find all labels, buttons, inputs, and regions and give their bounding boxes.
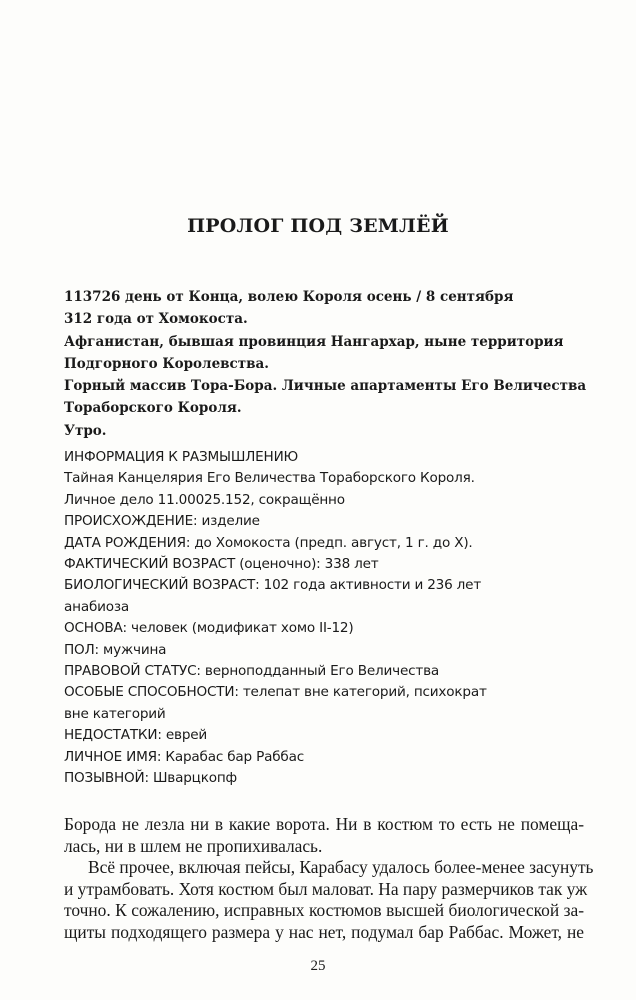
body-text [64, 814, 594, 944]
dossier-line: ОСНОВА: человек (модификат хомо II-12) [64, 620, 354, 637]
dossier-line: ФАКТИЧЕСКИЙ ВОЗРАСТ (оценочно): 338 лет [64, 556, 379, 573]
dossier-line: вне категорий [64, 705, 166, 722]
dossier-line: Личное дело 11.00025.152, сокращённо [64, 491, 345, 508]
dossier [64, 447, 584, 790]
header-line: 312 года от Хомокоста. [64, 311, 248, 328]
header-line: Афганистан, бывшая провинция Нангархар, ныне территория [64, 333, 564, 350]
prose-line: и утрамбовать. Хотя костюм был маловат. На пару размерчиков так уж [64, 878, 588, 899]
chapter-title: ПРОЛОГ ПОД ЗЕМЛЁЙ [187, 215, 449, 237]
dossier-line: ДАТА РОЖДЕНИЯ: до Хомокоста (предп. август, 1 г. до Х). [64, 534, 473, 551]
prose-line: Всё прочее, включая пейсы, Карабасу удалось более-менее засунуть [88, 857, 594, 878]
dossier-line: анабиоза [64, 598, 130, 615]
prose-line: Борода не лезла ни в какие ворота. Ни в костюм то есть не помеща- [64, 814, 584, 834]
dossier-line: ЛИЧНОЕ ИМЯ: Карабас бар Раббас [64, 748, 304, 765]
dossier-heading: ИНФОРМАЦИЯ К РАЗМЫШЛЕНИЮ [64, 449, 299, 465]
dossier-line: НЕДОСТАТКИ: еврей [64, 727, 208, 744]
dossier-line: ПОЛ: мужчина [64, 641, 167, 658]
prose-line: лась, ни в шлем не пропихивалась. [64, 835, 323, 856]
prose-line: щиты подходящего размера у нас нет, подумал бар Раббас. Может, не [64, 921, 584, 942]
header-line: Подгорного Королевства. [64, 355, 269, 372]
dossier-line: ОСОБЫЕ СПОСОБНОСТИ: телепат вне категорий, психократ [64, 684, 487, 701]
header-line: Тораборского Короля. [64, 400, 242, 417]
dossier-line: ПОЗЫВНОЙ: Шварцкопф [64, 770, 237, 787]
dossier-line: Тайная Канцелярия Его Величества Тораборского Короля. [64, 470, 475, 487]
dossier-line: БИОЛОГИЧЕСКИЙ ВОЗРАСТ: 102 года активности и 236 лет [64, 577, 482, 594]
dossier-line: ПРОИСХОЖДЕНИЕ: изделие [64, 513, 260, 530]
prose-line: точно. К сожалению, исправных костюмов высшей биологической за- [64, 900, 584, 921]
chapter-header [64, 286, 587, 442]
page-number: 25 [310, 958, 326, 974]
header-line: 113726 день от Конца, волею Короля осень / 8 сентября [64, 289, 514, 305]
dossier-line: ПРАВОВОЙ СТАТУС: верноподданный Его Величества [64, 663, 440, 680]
header-line: Утро. [64, 422, 107, 439]
header-line: Горный массив Тора-Бора. Личные апартаменты Его Величества [64, 378, 587, 395]
